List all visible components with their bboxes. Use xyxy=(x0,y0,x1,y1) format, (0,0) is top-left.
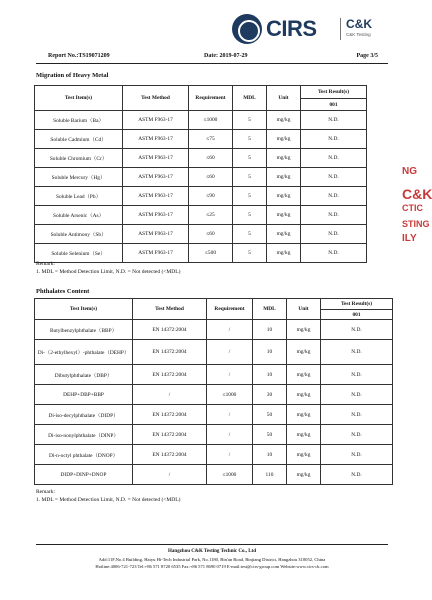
cell-item: Di-n-octyl phthalate（DNOP） xyxy=(35,445,133,465)
cell-requirement: ≤60 xyxy=(189,225,233,244)
cell-mdl: 5 xyxy=(233,111,267,130)
cell-method: ASTM F963-17 xyxy=(123,168,189,187)
cell-requirement: ≤500 xyxy=(189,244,233,263)
col-header-result: Test Result(s) xyxy=(321,299,393,310)
cell-mdl: 5 xyxy=(233,149,267,168)
cell-method: ASTM F963-17 xyxy=(123,244,189,263)
table-row xyxy=(35,187,367,206)
col-header-result: Test Result(s) xyxy=(301,86,367,99)
heavy-metal-remark xyxy=(36,260,180,276)
cell-result: N.D. xyxy=(301,225,367,244)
cell-method: EN 14372:2004 xyxy=(133,340,207,365)
table-row xyxy=(35,111,367,130)
cell-item: Butylbenzylphthalate（BBP） xyxy=(35,320,133,340)
cell-mdl: 110 xyxy=(253,465,287,485)
cell-mdl: 5 xyxy=(233,244,267,263)
col-header-method: Test Method xyxy=(123,86,189,111)
phthalates-remark xyxy=(36,488,180,504)
table-row xyxy=(35,149,367,168)
cell-requirement: ≤90 xyxy=(189,187,233,206)
cell-item: Soluble Mercury（Hg） xyxy=(35,168,123,187)
cell-mdl: 10 xyxy=(253,340,287,365)
cell-requirement: ≤1000 xyxy=(189,111,233,130)
cell-mdl: 50 xyxy=(253,405,287,425)
remark-label: Remark: xyxy=(36,489,55,495)
cell-result: N.D. xyxy=(321,365,393,385)
stamp-text: ILY xyxy=(402,233,417,244)
heavy-metal-title: Migration of Heavy Metal xyxy=(36,72,109,79)
cell-unit: mg/kg xyxy=(267,111,301,130)
cell-method: ASTM F963-17 xyxy=(123,225,189,244)
cell-unit: mg/kg xyxy=(267,244,301,263)
cell-item: Soluble Chromium（Cr） xyxy=(35,149,123,168)
col-header-mdl: MDL xyxy=(233,86,267,111)
cell-result: N.D. xyxy=(301,111,367,130)
cell-method: EN 14372:2004 xyxy=(133,425,207,445)
stamp-text: CTIC xyxy=(402,203,423,213)
cell-mdl: 5 xyxy=(233,130,267,149)
cell-item: Di-（2-ethylhexyl）-phthalate（DEHP） xyxy=(35,340,133,365)
cell-result: N.D. xyxy=(321,425,393,445)
cell-mdl: 5 xyxy=(233,168,267,187)
cell-method: ASTM F963-17 xyxy=(123,206,189,225)
logo-ck-text: C&K xyxy=(346,17,372,31)
table-row xyxy=(35,465,393,485)
cell-mdl: 30 xyxy=(253,385,287,405)
cell-requirement: / xyxy=(207,365,253,385)
stamp-text: NG xyxy=(402,166,417,177)
cell-unit: mg/kg xyxy=(267,206,301,225)
cell-method: / xyxy=(133,465,207,485)
cell-mdl: 50 xyxy=(253,425,287,445)
phthalates-title: Phthalates Content xyxy=(36,288,90,295)
cell-mdl: 10 xyxy=(253,445,287,465)
cell-requirement: / xyxy=(207,445,253,465)
cell-unit: mg/kg xyxy=(287,445,321,465)
heavy-metal-table xyxy=(34,85,367,263)
table-row xyxy=(35,425,393,445)
cell-item: Di-iso-decylphthalate（DIDP） xyxy=(35,405,133,425)
cell-requirement: ≤1000 xyxy=(207,465,253,485)
footer-divider xyxy=(36,544,388,545)
cell-item: Soluble Barium（Ba） xyxy=(35,111,123,130)
cell-unit: mg/kg xyxy=(287,405,321,425)
col-header-sample: 001 xyxy=(301,99,367,111)
cell-requirement: / xyxy=(207,405,253,425)
logo-divider xyxy=(340,18,341,40)
cell-item: Di-iso-nonylphthalate（DINP） xyxy=(35,425,133,445)
cell-result: N.D. xyxy=(321,385,393,405)
cell-unit: mg/kg xyxy=(287,385,321,405)
cell-mdl: 5 xyxy=(233,225,267,244)
cell-result: N.D. xyxy=(301,130,367,149)
table-row xyxy=(35,445,393,465)
cell-item: Soluble Selenium（Se） xyxy=(35,244,123,263)
cell-item: Soluble Cadmium（Cd） xyxy=(35,130,123,149)
cell-unit: mg/kg xyxy=(267,130,301,149)
cell-requirement: / xyxy=(207,320,253,340)
company-logo xyxy=(232,14,412,44)
footer-address: Add:11F,No.4 Building, Haiyu Hi-Tech Industrial Park, No.1180, Bin'an Road, Binjiang District, Hangzhou 310052, China xyxy=(98,557,326,562)
col-header-item: Test Item(s) xyxy=(35,299,133,320)
page-number: Page 3/5 xyxy=(356,53,378,59)
table-row xyxy=(35,225,367,244)
col-header-method: Test Method xyxy=(133,299,207,320)
cell-result: N.D. xyxy=(301,187,367,206)
cell-item: Soluble Arsenic（As） xyxy=(35,206,123,225)
cell-requirement: ≤60 xyxy=(189,168,233,187)
cell-result: N.D. xyxy=(321,465,393,485)
cell-result: N.D. xyxy=(301,149,367,168)
cell-item: Soluble Lead（Pb） xyxy=(35,187,123,206)
cell-result: N.D. xyxy=(301,244,367,263)
cell-requirement: / xyxy=(207,425,253,445)
cell-method: / xyxy=(133,385,207,405)
table-row xyxy=(35,130,367,149)
stamp-text: C&K xyxy=(402,186,432,202)
cell-unit: mg/kg xyxy=(267,187,301,206)
cell-mdl: 5 xyxy=(233,187,267,206)
logo-seal-icon xyxy=(232,14,262,44)
cell-item: Dibutylphthalate（DBP） xyxy=(35,365,133,385)
cell-mdl: 10 xyxy=(253,320,287,340)
report-header xyxy=(36,53,388,63)
logo-ck-subtitle: C&K Testing xyxy=(346,32,371,37)
cell-method: ASTM F963-17 xyxy=(123,187,189,206)
cell-unit: mg/kg xyxy=(287,340,321,365)
col-header-mdl: MDL xyxy=(253,299,287,320)
cell-result: N.D. xyxy=(321,320,393,340)
footer-contact: Hotline:4006-721-723 Tel:+86 571 8720 6535 Fax:+86 571 8690 0719 E-mail:test@cirs-group.com Website:www.cirs-ck.com xyxy=(95,564,329,569)
col-header-requirement: Requirement xyxy=(189,86,233,111)
cell-method: EN 14372:2004 xyxy=(133,405,207,425)
cell-unit: mg/kg xyxy=(267,168,301,187)
header-divider xyxy=(36,63,388,64)
cell-result: N.D. xyxy=(321,340,393,365)
cell-method: EN 14372:2004 xyxy=(133,445,207,465)
col-header-unit: Unit xyxy=(267,86,301,111)
table-row xyxy=(35,385,393,405)
cell-mdl: 10 xyxy=(253,365,287,385)
col-header-requirement: Requirement xyxy=(207,299,253,320)
cell-result: N.D. xyxy=(301,206,367,225)
col-header-sample: 001 xyxy=(321,310,393,320)
footer-company: Hangzhou C&K Testing Technic Co., Ltd xyxy=(168,549,256,554)
report-number: Report No.:TS19071209 xyxy=(48,53,110,59)
cell-unit: mg/kg xyxy=(267,149,301,168)
cell-result: N.D. xyxy=(321,445,393,465)
cell-method: EN 14372:2004 xyxy=(133,365,207,385)
cell-method: ASTM F963-17 xyxy=(123,149,189,168)
cell-item: DIDP+DINP+DNOP xyxy=(35,465,133,485)
cell-item: DEHP+DBP+BBP xyxy=(35,385,133,405)
table-row xyxy=(35,168,367,187)
remark-text: 1. MDL = Method Detection Limit, N.D. = Not detected (<MDL) xyxy=(36,497,181,503)
cell-requirement: ≤75 xyxy=(189,130,233,149)
remark-text: 1. MDL = Method Detection Limit, N.D. = Not detected (<MDL) xyxy=(36,269,181,275)
remark-label: Remark: xyxy=(36,261,55,267)
logo-cirs-text: CIRS xyxy=(266,16,317,41)
stamp-text: STING xyxy=(402,219,430,229)
cell-method: ASTM F963-17 xyxy=(123,130,189,149)
cell-requirement: ≤60 xyxy=(189,149,233,168)
report-date: Date: 2019-07-29 xyxy=(204,53,248,59)
col-header-item: Test Item(s) xyxy=(35,86,123,111)
table-row xyxy=(35,340,393,365)
cell-requirement: / xyxy=(207,340,253,365)
cell-unit: mg/kg xyxy=(287,320,321,340)
table-row xyxy=(35,206,367,225)
cell-result: N.D. xyxy=(301,168,367,187)
cell-unit: mg/kg xyxy=(287,365,321,385)
cell-result: N.D. xyxy=(321,405,393,425)
cell-unit: mg/kg xyxy=(267,225,301,244)
cell-method: EN 14372:2004 xyxy=(133,320,207,340)
cell-item: Soluble Antimony（Sb） xyxy=(35,225,123,244)
cell-mdl: 5 xyxy=(233,206,267,225)
cell-method: ASTM F963-17 xyxy=(123,111,189,130)
cell-unit: mg/kg xyxy=(287,465,321,485)
cell-unit: mg/kg xyxy=(287,425,321,445)
table-row xyxy=(35,365,393,385)
table-row xyxy=(35,405,393,425)
phthalates-table xyxy=(34,298,393,485)
col-header-unit: Unit xyxy=(287,299,321,320)
table-row xyxy=(35,320,393,340)
cell-requirement: ≤25 xyxy=(189,206,233,225)
cell-requirement: ≤1000 xyxy=(207,385,253,405)
